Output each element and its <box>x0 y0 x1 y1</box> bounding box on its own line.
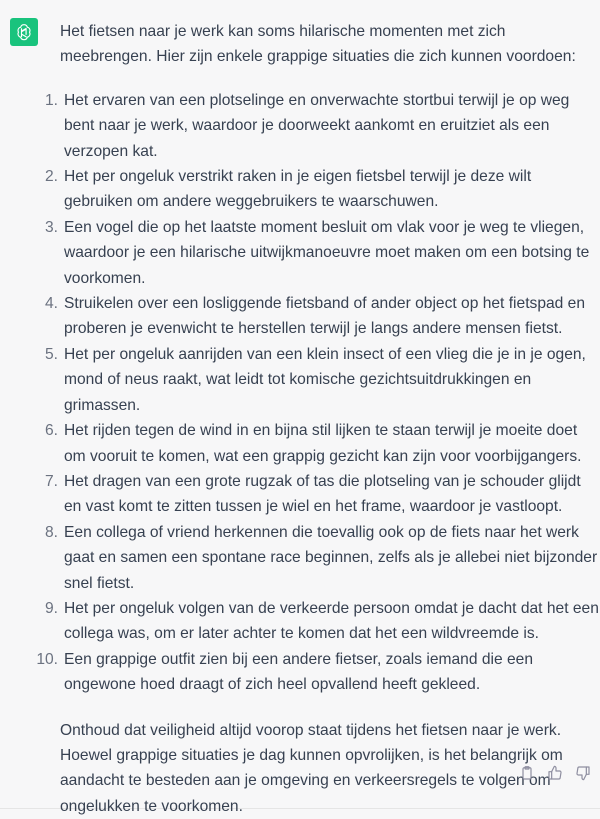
thumbs-down-icon <box>575 765 591 781</box>
message-content <box>36 19 600 819</box>
list-item <box>44 596 600 647</box>
list-number: 7. <box>44 472 58 490</box>
outro-paragraph: Onthoud dat veiligheid altijd voorop staat tijdens het fietsen naar je werk. Hoewel grappige situaties je dag kunnen opvrolijken, is het belangrijk om aandacht te besteden aan je omgeving en verkeersregels te volgen om ongelukken te voorkomen. <box>60 721 563 815</box>
list-number: 4. <box>44 295 58 313</box>
list-item <box>36 647 600 698</box>
list-number: 8. <box>44 523 58 541</box>
list-item <box>44 418 600 469</box>
list-item-text: Het per ongeluk aanrijden van een klein insect of een vlieg die je in je ogen, mond of neus raakt, wat leidt tot komische gezichtsuitdrukkingen en grimassen. <box>64 345 586 414</box>
list-number: 3. <box>44 218 58 236</box>
thumbs-up-button[interactable] <box>546 764 564 782</box>
list-item-text: Het ervaren van een plotselinge en onverwachte stortbui terwijl je op weg bent naar je werk, waardoor je doorweekt aankomt en eruitziet als een verzopen kat. <box>64 91 570 160</box>
list-item-text: Struikelen over een losliggende fietsband of ander object op het fietspad en proberen je evenwicht te herstellen terwijl je langs andere mensen fietst. <box>64 295 586 338</box>
list-item <box>44 88 600 164</box>
list-item-text: Het dragen van een grote rugzak of tas die plotseling van je schouder glijdt en vast komt te zitten tussen je wiel en het frame, waardoor je vastloopt. <box>64 472 581 516</box>
intro-paragraph: Het fietsen naar je werk kan soms hilarische momenten met zich meebrengen. Hier zijn enkele grappige situaties die zich kunnen voordoen: <box>60 23 576 66</box>
openai-logo-icon <box>10 18 38 46</box>
list-item-text: Een vogel die op het laatste moment besluit om vlak voor je weg te vliegen, waardoor je een hilarische uitwijkmanoeuvre moet maken om een botsing te voorkomen. <box>64 218 590 287</box>
list-item <box>44 164 600 215</box>
list-item-text: Het per ongeluk verstrikt raken in je eigen fietsbel terwijl je deze wilt gebruiken om andere weggebruikers te waarschuwen. <box>64 168 532 211</box>
list-number: 5. <box>44 345 58 363</box>
thumbs-down-button[interactable] <box>574 764 592 782</box>
list-number: 6. <box>44 422 58 440</box>
list-item <box>44 215 600 291</box>
list-item <box>44 342 600 418</box>
situations-list <box>36 88 600 698</box>
list-number: 10. <box>36 650 58 668</box>
list-item-text: Het rijden tegen de wind in en bijna stil lijken te staan terwijl je moeite doet om vooruit te komen, wat een grappig gezicht kan zijn voor voorbijgangers. <box>64 422 582 465</box>
list-number: 2. <box>44 168 58 186</box>
copy-button[interactable] <box>518 764 536 782</box>
list-item-text: Een collega of vriend herkennen die toevallig ook op de fiets naar het werk gaat en samen een spontane race beginnen, zelfs als je allebei niet bijzonder snel fietst. <box>64 523 598 592</box>
list-item <box>44 520 600 596</box>
list-item <box>44 291 600 342</box>
message-actions <box>518 764 592 782</box>
thumbs-up-icon <box>547 765 563 781</box>
list-item-text: Een grappige outfit zien bij een andere fietser, zoals iemand die een ongewone hoed draagt of zich heel opvallend heeft gekleed. <box>64 650 533 694</box>
list-item-text: Het per ongeluk volgen van de verkeerde persoon omdat je dacht dat het een collega was, om er later achter te komen dat het een wildvreemde is. <box>64 599 599 643</box>
list-number: 9. <box>44 599 58 617</box>
list-item <box>44 469 600 520</box>
list-number: 1. <box>44 91 58 109</box>
clipboard-icon <box>519 765 535 781</box>
